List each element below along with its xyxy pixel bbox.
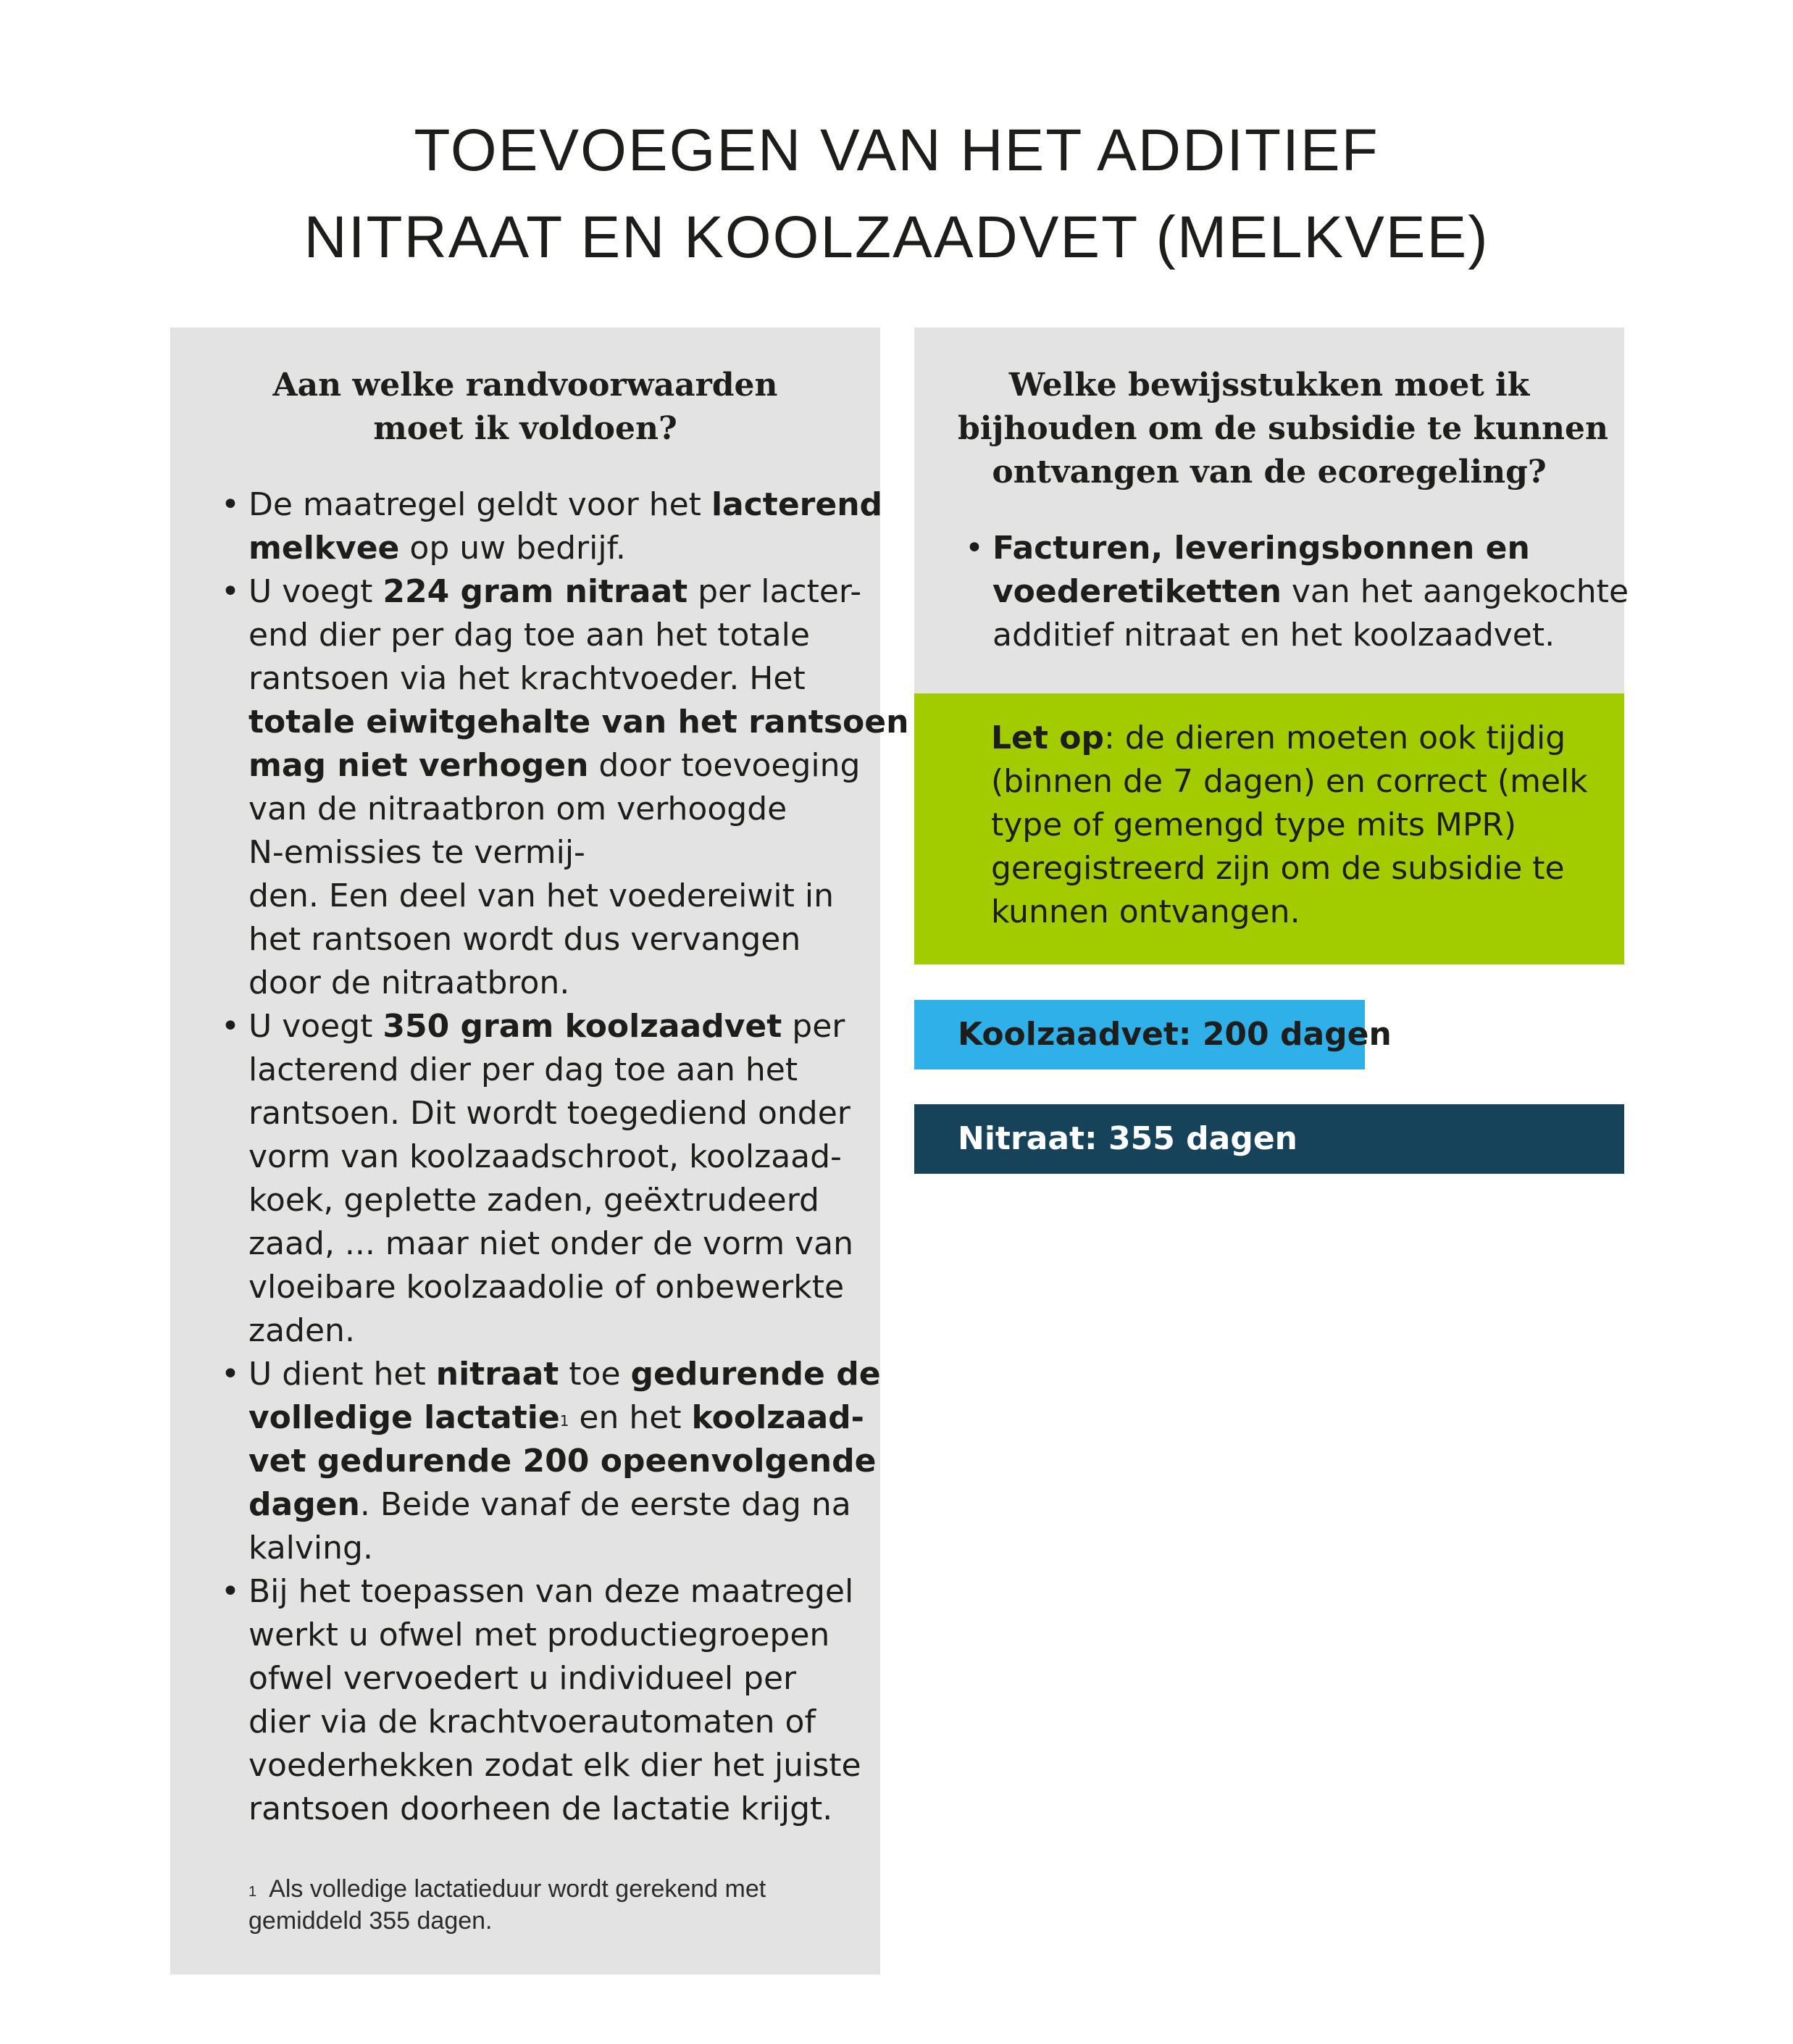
- text-line: werkt u ofwel met productiegroepen: [248, 1617, 830, 1653]
- conditions-heading: [214, 364, 837, 451]
- text: per lacter-: [687, 573, 862, 610]
- bullet-icon: •: [221, 1573, 240, 1610]
- footnote-reference: 1: [559, 1412, 569, 1430]
- list-item: [221, 483, 883, 570]
- text-line: [248, 483, 883, 527]
- text-line: type of gemengd type mits MPR): [991, 806, 1517, 843]
- list-item: [221, 570, 909, 1005]
- text: Als volledige lactatieduur wordt gerekend met: [269, 1875, 766, 1903]
- text-line: voederhekken zodat elk dier het juiste: [248, 1747, 861, 1784]
- text-line: koek, geplette zaden, geëxtrudeerd: [248, 1182, 819, 1219]
- footnote: [248, 1873, 837, 1937]
- text-line: [248, 1005, 845, 1048]
- text-line: zaden.: [248, 1312, 355, 1349]
- koolzaadvet-duration-badge: Koolzaadvet: 200 dagen: [914, 1000, 1365, 1069]
- list-item: [221, 1005, 854, 1353]
- text-line: [991, 717, 1581, 760]
- evidence-list: [958, 527, 1629, 657]
- text: . Beide vanaf de eerste dag na: [359, 1486, 851, 1523]
- text: : de dieren moeten ook tijdig: [1103, 719, 1566, 756]
- text: toe: [559, 1356, 631, 1393]
- list-item: [221, 1353, 881, 1570]
- text-line: vorm van koolzaadschroot, koolzaad-: [248, 1138, 842, 1175]
- bold-text: melkvee: [248, 530, 400, 567]
- bold-text: voederetiketten: [992, 573, 1282, 610]
- page-title-line-2: NITRAAT EN KOOLZAADVET (MELKVEE): [304, 204, 1489, 270]
- text: De maatregel geldt voor het: [248, 486, 711, 523]
- text-line: rantsoen doorheen de lactatie krijgt.: [248, 1790, 833, 1827]
- attention-note: [914, 693, 1624, 964]
- list-item: [965, 527, 1629, 657]
- evidence-heading: [958, 364, 1608, 494]
- conditions-heading-line-2: moet ik voldoen?: [373, 410, 677, 447]
- text-line: Bij het toepassen van deze maatregel: [248, 1573, 854, 1610]
- list-item: [221, 1570, 861, 1831]
- text-line: kalving.: [248, 1530, 373, 1567]
- text-line: vloeibare koolzaadolie of onbewerkte: [248, 1269, 845, 1306]
- evidence-heading-line-2: bijhouden om de subsidie te kunnen: [958, 410, 1608, 447]
- text-line: ofwel vervoedert u individueel per: [248, 1660, 797, 1697]
- text-line: [248, 1353, 881, 1396]
- bold-text: totale eiwitgehalte van het rantsoen: [248, 704, 909, 741]
- text-line: lacterend dier per dag toe aan het: [248, 1051, 798, 1088]
- bold-text: gedurende de: [630, 1356, 881, 1393]
- text: door toevoeging: [588, 747, 861, 784]
- bullet-icon: •: [221, 573, 240, 610]
- text-line: door de nitraatbron.: [248, 964, 570, 1001]
- text: U voegt: [248, 573, 383, 610]
- page-title-line-1: TOEVOEGEN VAN HET ADDITIEF: [414, 117, 1379, 183]
- nitraat-duration-badge: Nitraat: 355 dagen: [914, 1104, 1624, 1174]
- bullet-icon: •: [221, 1008, 240, 1045]
- text-line: end dier per dag toe aan het totale: [248, 617, 810, 654]
- bold-text: Let op: [991, 719, 1104, 756]
- text-line: [248, 701, 909, 744]
- text-line: [248, 1483, 851, 1527]
- bold-text: volledige lactatie: [248, 1399, 560, 1436]
- text: U dient het: [248, 1356, 436, 1393]
- bold-text: lacterend: [711, 486, 883, 523]
- bullet-icon: •: [221, 486, 240, 523]
- bullet-icon: •: [221, 1356, 240, 1393]
- conditions-panel: [170, 328, 909, 1974]
- conditions-list: [214, 483, 909, 1831]
- bullet-icon: •: [965, 530, 984, 567]
- text-line: [248, 570, 862, 614]
- text: en het: [569, 1399, 692, 1436]
- text-line: [248, 1396, 864, 1440]
- text-line: het rantsoen wordt dus vervangen: [248, 921, 801, 958]
- footnote-line: [248, 1873, 837, 1905]
- bold-text: koolzaad-: [691, 1399, 864, 1436]
- text-line: [992, 570, 1629, 614]
- bold-text: Facturen, leveringsbonnen en: [992, 530, 1530, 567]
- conditions-heading-line-1: Aan welke randvoorwaarden: [272, 367, 778, 404]
- bold-text: 350 gram koolzaadvet: [383, 1008, 782, 1045]
- evidence-heading-line-1: Welke bewijsstukken moet ik: [1008, 367, 1530, 404]
- text-line: additief nitraat en het koolzaadvet.: [992, 617, 1555, 654]
- evidence-heading-line-3: ontvangen van de ecoregeling?: [992, 454, 1547, 491]
- bold-text: dagen: [248, 1486, 360, 1523]
- footnote-line: gemiddeld 355 dagen.: [248, 1907, 493, 1935]
- text: per: [782, 1008, 845, 1045]
- text-line: den. Een deel van het voedereiwit in: [248, 877, 834, 914]
- text-line: [248, 1440, 877, 1483]
- text-line: dier via de krachtvoerautomaten of: [248, 1703, 816, 1740]
- footnote-mark: 1: [248, 1884, 257, 1900]
- text-line: kunnen ontvangen.: [991, 893, 1300, 930]
- evidence-panel: [914, 328, 1629, 693]
- text: U voegt: [248, 1008, 383, 1045]
- bold-text: vet gedurende 200 opeenvolgende: [248, 1443, 877, 1480]
- text-line: (binnen de 7 dagen) en correct (melk: [991, 763, 1588, 800]
- text: van het aangekochte: [1281, 573, 1629, 610]
- text: op uw bedrijf.: [399, 530, 626, 567]
- text-line: N-emissies te vermij-: [248, 834, 585, 871]
- text-line: rantsoen. Dit wordt toegediend onder: [248, 1095, 850, 1132]
- bold-text: nitraat: [435, 1356, 559, 1393]
- text-line: zaad, ... maar niet onder de vorm van: [248, 1225, 854, 1262]
- text-line: van de nitraatbron om verhoogde: [248, 791, 787, 827]
- text-line: [992, 527, 1581, 570]
- bold-text: mag niet verhogen: [248, 747, 589, 784]
- text-line: [248, 744, 861, 788]
- text-line: geregistreerd zijn om de subsidie te: [991, 850, 1565, 887]
- bold-text: 224 gram nitraat: [383, 573, 688, 610]
- text-line: [248, 527, 837, 570]
- text-line: rantsoen via het krachtvoeder. Het: [248, 660, 806, 697]
- page-title: [0, 107, 1793, 281]
